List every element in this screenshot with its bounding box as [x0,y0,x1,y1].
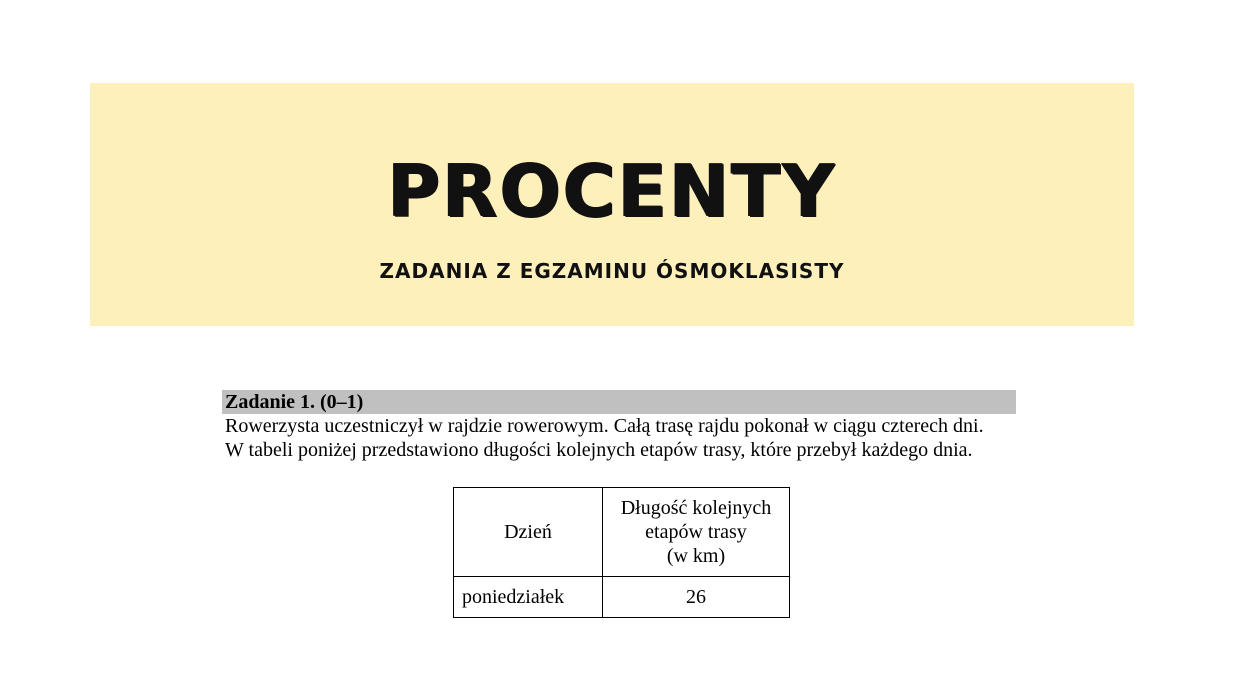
header-day: Dzień [454,488,603,577]
task-text-line-2: W tabeli poniżej przedstawiono długości kolejnych etapów trasy, które przebył każdego dnia. [225,439,973,461]
stages-table [453,487,790,618]
header-length-line-3: (w km) [666,545,726,567]
header-length-line-2: etapów trasy [645,521,747,543]
page-title: PROCENTY [387,149,837,233]
cell-length: 26 [603,577,790,618]
task-text-line-1: Rowerzysta uczestniczył w rajdzie rowerowym. Całą trasę rajdu pokonał w ciągu czterech dni. [225,415,984,437]
header-length-line-1: Długość kolejnych [620,497,772,519]
header-length [603,488,790,577]
task-block [222,390,1016,462]
task-header: Zadanie 1. (0–1) [222,390,1016,414]
table-header-row [454,488,790,577]
cell-day: poniedziałek [454,577,603,618]
page-subtitle: ZADANIA Z EGZAMINU ÓSMOKLASISTY [379,259,845,283]
table-row [454,577,790,618]
title-banner [90,83,1134,326]
